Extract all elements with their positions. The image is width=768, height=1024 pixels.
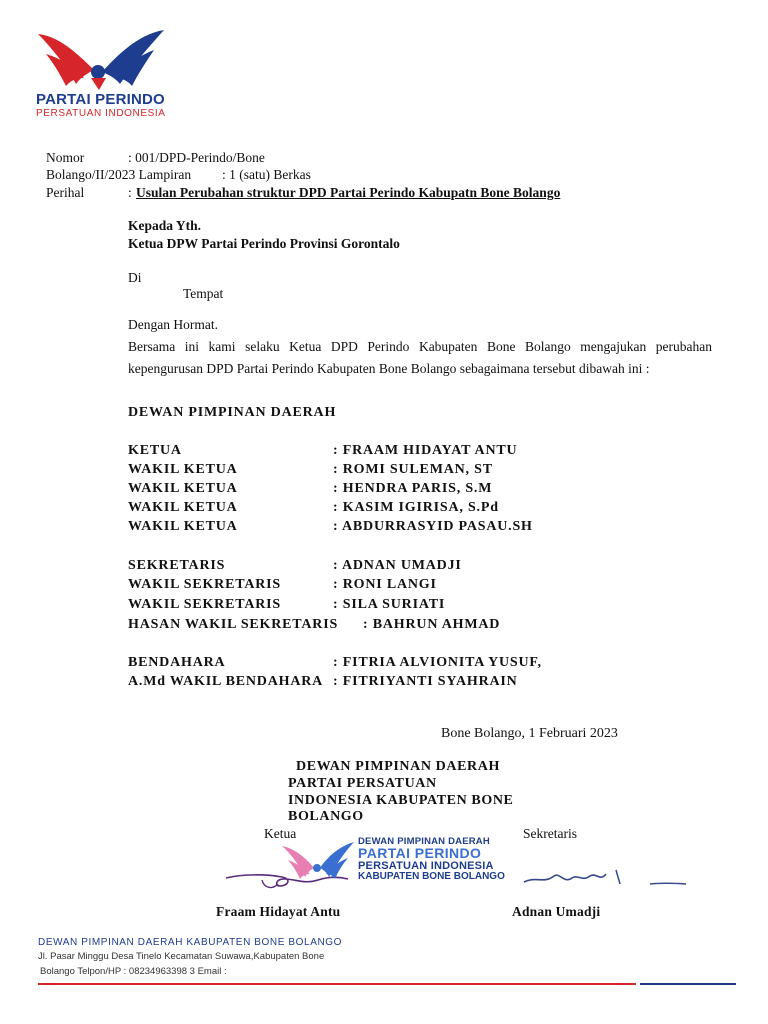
structure-name: : FRAAM HIDAYAT ANTU [333, 443, 518, 458]
structure-role: SEKRETARIS [128, 558, 226, 573]
org-line3: INDONESIA KABUPATEN BONE [288, 793, 514, 808]
ketua-label: Ketua [264, 826, 297, 841]
footer-org: DEWAN PIMPINAN DAERAH KABUPATEN BONE BOLANGO [38, 937, 343, 948]
structure-role: HASAN WAKIL SEKRETARIS [128, 617, 339, 632]
ketua-name: Fraam Hidayat Antu [216, 904, 341, 919]
stamp-line4: KABUPATEN BONE BOLANGO [358, 871, 505, 882]
structure-role: WAKIL SEKRETARIS [128, 577, 281, 592]
place-date: Bone Bolango, 1 Februari 2023 [441, 726, 618, 741]
structure-name: : RONI LANGI [333, 577, 437, 592]
logo-tagline: PERSATUAN INDONESIA [36, 108, 166, 119]
stamp-eagle-icon [280, 836, 356, 882]
org-line4: BOLANGO [288, 809, 364, 824]
org-line1: DEWAN PIMPINAN DAERAH [296, 759, 500, 774]
structure-name: : FITRIA ALVIONITA YUSUF, [333, 655, 542, 670]
nomor-label: Nomor [46, 150, 85, 165]
stamp-line3: PERSATUAN INDONESIA [358, 860, 494, 872]
body-paragraph-line1: Bersama ini kami selaku Ketua DPD Perindo Kabupaten Bone Bolango mengajukan perubahan [128, 339, 712, 354]
structure-name: : BAHRUN AHMAD [363, 617, 501, 632]
stamp-line2: PARTAI PERINDO [358, 845, 482, 861]
structure-name: : FITRIYANTI SYAHRAIN [333, 674, 518, 689]
body-paragraph-line2: kepengurusan DPD Partai Perindo Kabupaten Bone Bolango sebagaimana tersebut dibawah ini : [128, 361, 650, 376]
structure-role: WAKIL KETUA [128, 462, 238, 477]
logo-party-name: PARTAI PERINDO [36, 91, 165, 108]
footer-contact: Bolango Telpon/HP : 08234963398 3 Email : [40, 966, 227, 977]
perihal-subject: Usulan Perubahan struktur DPD Partai Perindo Kabupatn Bone Bolango [136, 185, 561, 200]
recipient-di: Di [128, 270, 142, 285]
footer-divider-red [38, 983, 636, 985]
perihal-label: Perihal [46, 185, 85, 200]
nomor-value: : 001/DPD-Perindo/Bone [128, 150, 265, 165]
bolango-lampiran-label: Bolango/II/2023 Lampiran [46, 167, 192, 182]
structure-role: WAKIL KETUA [128, 481, 238, 496]
structure-role: KETUA [128, 443, 182, 458]
structure-name: : ROMI SULEMAN, ST [333, 462, 493, 477]
sekretaris-name: Adnan Umadji [512, 904, 601, 919]
structure-heading: DEWAN PIMPINAN DAERAH [128, 405, 337, 420]
structure-name: : KASIM IGIRISA, S.Pd [333, 500, 499, 515]
sekretaris-label: Sekretaris [523, 826, 577, 841]
structure-name: : SILA SURIATI [333, 597, 446, 612]
party-logo [36, 26, 171, 121]
recipient-line2: Ketua DPW Partai Perindo Provinsi Gorontalo [128, 236, 400, 251]
perihal-colon: : [128, 185, 132, 200]
recipient-line1: Kepada Yth. [128, 218, 202, 233]
structure-role: WAKIL SEKRETARIS [128, 597, 281, 612]
org-line2: PARTAI PERSATUAN [288, 776, 437, 791]
sekretaris-signature-icon [520, 862, 690, 894]
footer-divider-blue [640, 983, 736, 985]
structure-name: : ABDURRASYID PASAU.SH [333, 519, 533, 534]
stamp-line1: DEWAN PIMPINAN DAERAH [358, 836, 490, 847]
footer-address: Jl. Pasar Minggu Desa Tinelo Kecamatan Suwawa,Kabupaten Bone [38, 951, 325, 962]
eagle-logo-icon [36, 26, 166, 92]
recipient-tempat: Tempat [183, 286, 224, 301]
structure-name: : ADNAN UMADJI [333, 558, 462, 573]
structure-role: WAKIL KETUA [128, 519, 238, 534]
structure-role: WAKIL KETUA [128, 500, 238, 515]
structure-role: BENDAHARA [128, 655, 226, 670]
structure-role: A.Md WAKIL BENDAHARA [128, 674, 324, 689]
official-stamp [280, 836, 520, 882]
greeting: Dengan Hormat. [128, 317, 218, 332]
lampiran-value: : 1 (satu) Berkas [222, 167, 311, 182]
structure-name: : HENDRA PARIS, S.M [333, 481, 493, 496]
